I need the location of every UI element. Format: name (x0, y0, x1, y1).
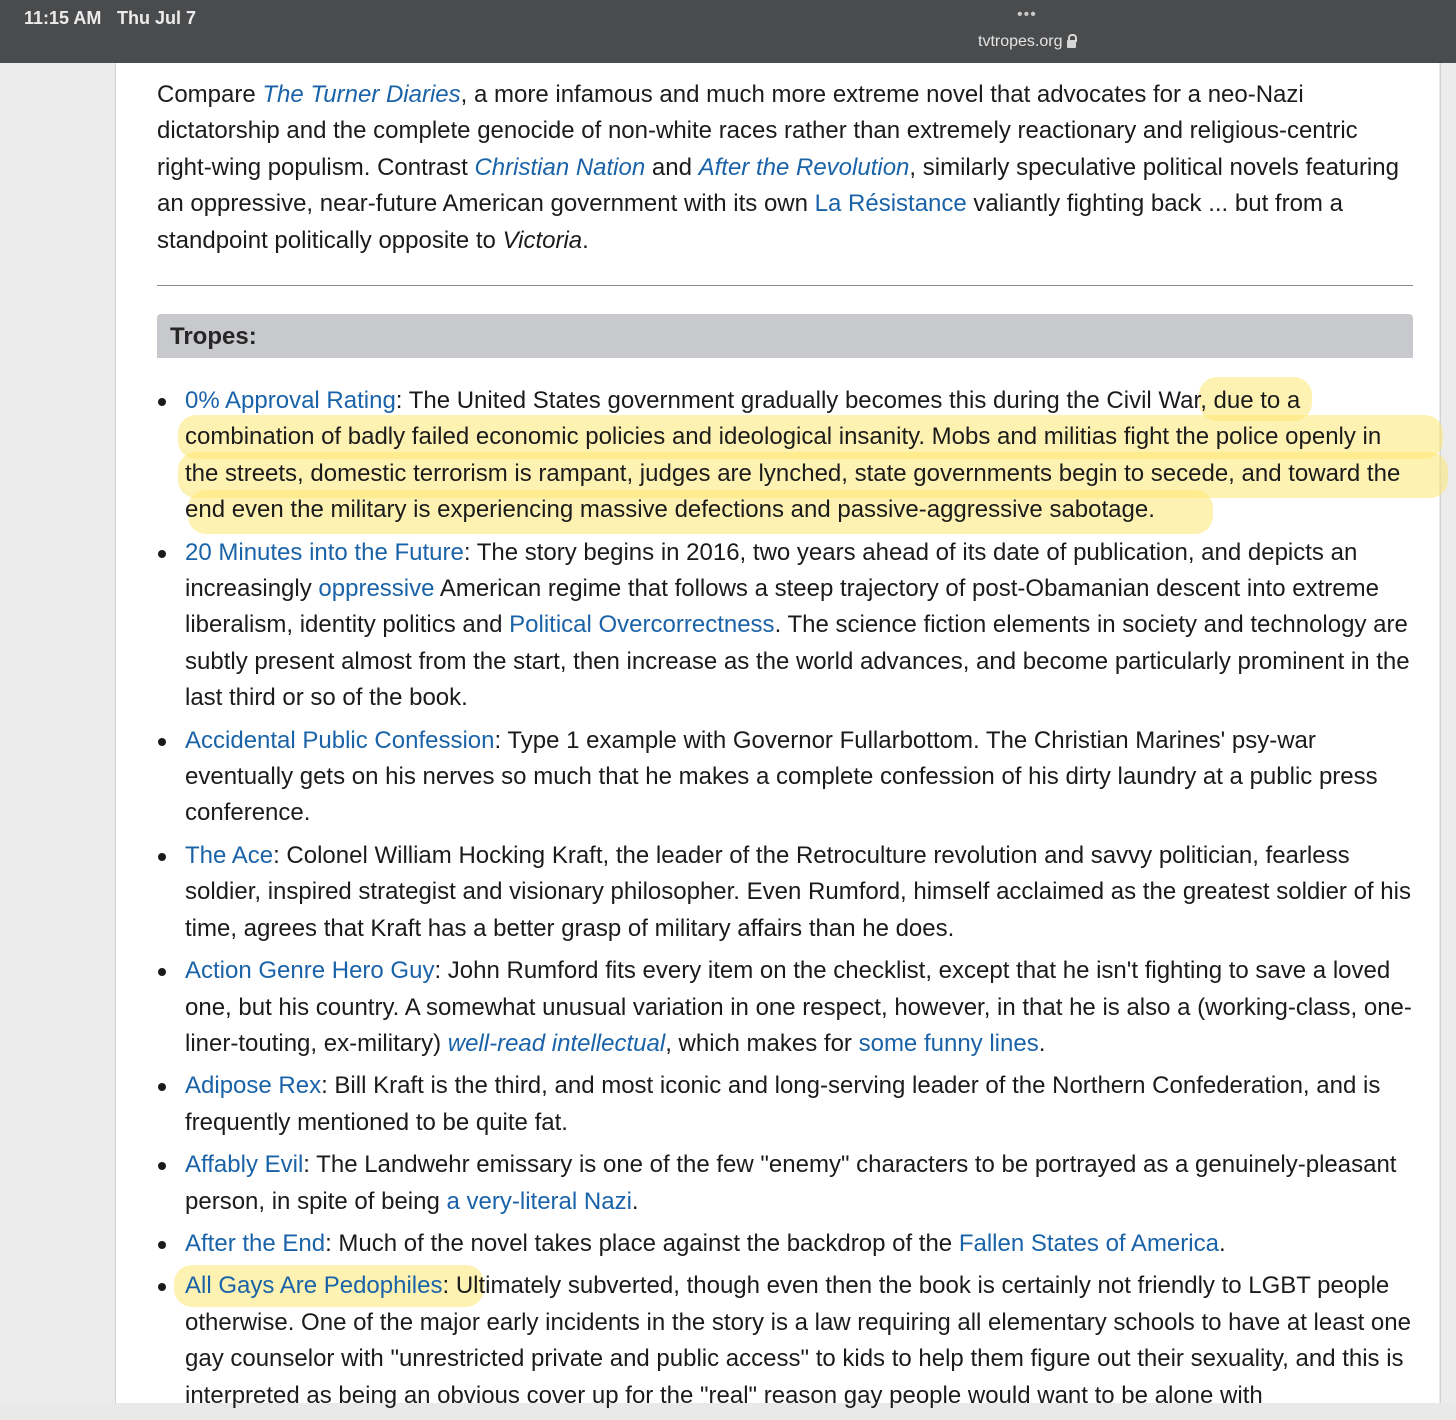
trope-link[interactable]: Adipose Rex (185, 1072, 322, 1100)
list-item (157, 383, 1413, 529)
tropes-header-label: Tropes: (170, 323, 257, 350)
trope-link[interactable]: Accidental Public Confession (185, 726, 495, 754)
trope-text: , which makes for (665, 1029, 859, 1057)
link-the-turner-diaries[interactable]: The Turner Diaries (262, 81, 461, 108)
intro-text: valiantly fighting back ... but from a standpoint politically opposite to (157, 190, 1343, 254)
trope-text: : Type 1 example with Governor Fullarbottom. The Christian Marines' psy-war eventually gets on his nerves so much that he makes a complete confession of his dirty laundry at a public press conference. (185, 726, 1378, 827)
intro-text: , a more infamous and much more extreme novel that advocates for a neo-Nazi dictatorship and the complete genocide of non-white races rather than extremely reactionary and religious-centric right-wing populism. Contrast (157, 81, 1358, 181)
tropes-header[interactable] (157, 314, 1413, 358)
trope-text: : Much of the novel takes place against the backdrop of the (325, 1229, 959, 1257)
intro-text: , similarly speculative political novels featuring an oppressive, near-future American government with its own (157, 153, 1399, 218)
intro-paragraph (157, 63, 1413, 259)
trope-text: : Ultimately subverted, though even then the book is certainly not friendly to LGBT people otherwise. One of the major early incidents in the story is a law requiring all elementary schools to have at least one gay counselor with "unrestricted private and public access" to kids to help them figure out their sexuality, and this is interpreted as being an obvious cover up for the "real" reason gay people would want to be alone with (185, 1272, 1411, 1409)
trope-text: : Bill Kraft is the third, and most iconic and long-serving leader of the Northern Confederation, and is frequently mentioned to be quite fat. (185, 1072, 1381, 1136)
trope-text: . The science fiction elements in society and technology are subtly present almost from the start, then increase as the world advances, and become particularly prominent in the last third or so of the book. (185, 611, 1410, 712)
intro-text: Compare (157, 81, 263, 108)
inline-link[interactable]: a very-literal Nazi (446, 1187, 632, 1215)
list-item (157, 1147, 1413, 1220)
link-christian-nation[interactable]: Christian Nation (474, 153, 646, 181)
trope-text: : The story begins in 2016, two years ahead of its date of publication, and depicts an increasingly (185, 538, 1358, 603)
status-bar (0, 0, 1456, 63)
trope-text: American regime that follows a steep trajectory of post-Obamanian descent into extreme liberalism, identity politics and (185, 575, 1379, 639)
article (116, 63, 1439, 1409)
address-bar[interactable] (978, 33, 1076, 51)
trope-text: . (631, 1187, 639, 1215)
trope-link[interactable]: Affably Evil (185, 1151, 304, 1179)
article-content (157, 63, 1413, 1409)
inline-link[interactable]: some funny lines (858, 1029, 1039, 1057)
intro-text: . (582, 226, 589, 254)
left-sidebar (0, 63, 116, 1403)
trope-link[interactable]: 20 Minutes into the Future (185, 538, 464, 566)
list-item (157, 1268, 1413, 1414)
status-date: Thu Jul 7 (117, 8, 197, 28)
list-item (157, 535, 1413, 717)
status-time: 11:15 AM (24, 8, 102, 28)
trope-text: : John Rumford fits every item on the checklist, except that he isn't fighting to save a loved one, but his country. A somewhat unusual variation in one respect, however, in that he is also a (working-class, one-liner-touting, ex-military) (185, 957, 1412, 1057)
inline-link[interactable]: Political Overcorrectness (509, 611, 775, 639)
list-item (157, 1226, 1413, 1262)
trope-text: : The Landwehr emissary is one of the few "enemy" characters to be portrayed as a genuinely-pleasant person, in spite of being (185, 1151, 1397, 1215)
right-scroll-gutter[interactable] (1440, 63, 1456, 1403)
trope-link[interactable]: After the End (185, 1229, 326, 1257)
trope-link[interactable]: 0% Approval Rating (185, 387, 396, 414)
trope-link[interactable]: All Gays Are Pedophiles (185, 1272, 443, 1300)
link-la-resistance[interactable]: La Résistance (814, 190, 967, 218)
trope-link[interactable]: Action Genre Hero Guy (185, 957, 435, 985)
trope-text: . (1038, 1029, 1046, 1057)
intro-text: and (645, 153, 699, 181)
inline-link[interactable]: Fallen States of America (958, 1229, 1219, 1257)
trope-text: : The United States government gradually becomes this during the Civil War, due to a combination of badly failed economic policies and ideological insanity. Mobs and militias fight the police openly in the streets, domestic terrorism is rampant, judges are lynched, state governments begin to secede, and toward the end even the military is experiencing massive defections and passive-aggressive sabotage. (185, 387, 1401, 524)
divider (157, 285, 1413, 286)
lock-icon (1067, 40, 1076, 48)
list-item (157, 1068, 1413, 1141)
intro-italic-title: Victoria (502, 226, 583, 254)
tropes-list (157, 383, 1413, 1420)
list-item (157, 838, 1413, 947)
list-item (157, 723, 1413, 832)
list-item (157, 953, 1413, 1062)
url-text: tvtropes.org (978, 33, 1063, 50)
trope-text: : Colonel William Hocking Kraft, the leader of the Retroculture revolution and savvy politician, fearless soldier, inspired strategist and visionary philosopher. Even Rumford, himself acclaimed as the greatest soldier of his time, agrees that Kraft has a better grasp of military affairs than he does. (185, 841, 1411, 942)
multitasking-dots-icon[interactable]: ••• (1017, 6, 1037, 23)
inline-link[interactable]: oppressive (318, 575, 435, 603)
trope-text: . (1218, 1229, 1226, 1257)
trope-link[interactable]: The Ace (185, 841, 274, 869)
inline-link[interactable]: well-read intellectual (447, 1029, 666, 1057)
link-after-the-revolution[interactable]: After the Revolution (698, 153, 910, 181)
